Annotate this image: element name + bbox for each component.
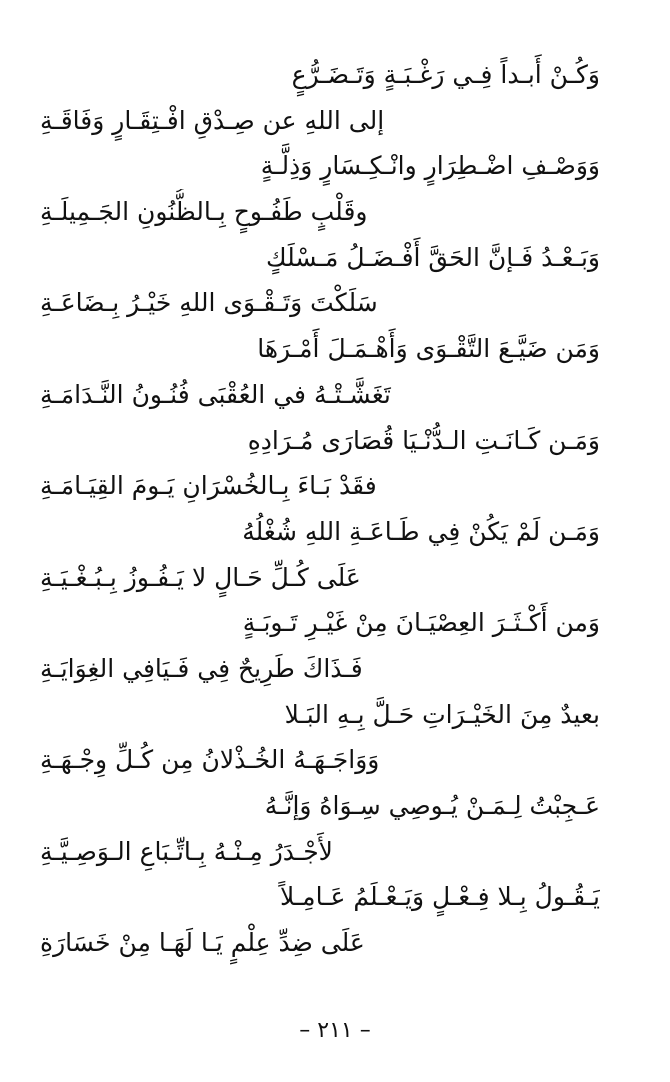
page-number: – ٢١١ – <box>299 1018 371 1043</box>
verse-line: عَلَى ضِدِّ عِلْمٍ يَـا لَهَـا مِنْ خَسَارَةِ <box>40 928 365 958</box>
verse-line: تَغَشَّـتْـهُ في العُقْبَى فُنُـونُ النَّـدَامَـةِ <box>40 379 391 409</box>
verse-line: وَمن أَكْـثَـرَ العِصْيَـانَ مِنْ غَيْـرِ تَـوبَـةٍ <box>242 608 600 638</box>
verse-line: يَـقُـولُ بِـلا فِـعْـلٍ وَيَـعْـلَمُ عَـامِـلاً <box>279 882 600 912</box>
poem <box>40 52 600 966</box>
verse-line: فَـذَاكَ طَرِيحٌ فِي فَـيَافِي الغِوَايَـةِ <box>40 653 363 683</box>
verse-line: عَـجِبْتُ لِـمَـنْ يُـوصِي سِـوَاهُ وَإنَّـهُ <box>264 791 600 820</box>
verse-line: وَمَـن لَمْ يَكُنْ فِي طَـاعَـةِ اللهِ شُغْلُهُ <box>242 516 600 546</box>
verse-line: وَوَصْـفِ اضْـطِرَارٍ وانْـكِـسَارٍ وَذِلَّـةٍ <box>260 151 600 181</box>
verse-line: وقَلْبٍ طَفُـوحٍ بِـالظُّنُونِ الجَـمِيلَـةِ <box>40 197 368 227</box>
verse-line: وَمَـن كَـانَـتِ الـدُّنْـيَا قُصَارَى مُـرَادِهِ <box>247 425 600 455</box>
verse-line: وَبَـعْـدُ فَـإنَّ الحَقَّ أَفْـضَـلُ مَـسْلَكٍ <box>266 242 600 272</box>
verse-line: وَكُـنْ أَبـداً فِـي رَغْـبَـةٍ وَتَـضَـرُّعٍ <box>291 60 600 89</box>
verse-line: سَلَكْتَ وَتَـقْـوَى اللهِ خَيْـرُ بِـضَاعَـةِ <box>40 288 378 318</box>
verse-line: لأَجْـدَرُ مِـنْـهُ بِـاتِّـبَاعِ الـوَصِـيَّـةِ <box>40 836 333 866</box>
verse-line: عَلَى كُـلِّ حَـالٍ لا يَـفُـوزُ بِـبُـغْـيَـةِ <box>40 562 361 592</box>
verse-line: فقَدْ بَـاءَ بِـالخُسْرَانِ يَـومَ القِيَـامَـةِ <box>40 471 377 501</box>
verse-line: وَمَن ضَيَّـعَ التَّقْـوَى وَأَهْـمَـلَ أَمْـرَهَا <box>257 334 600 364</box>
verse-line: إلى اللهِ عن صِـدْقِ افْـتِقَـارٍ وَفَاقَـةِ <box>40 105 385 135</box>
verse-line: وَوَاجَـهَـهُ الخُـذْلانُ مِن كُـلِّ وِجْـهَـةِ <box>40 745 380 775</box>
verse-line: بعيدٌ مِنَ الخَيْـرَاتِ حَـلَّ بِـهِ البَـلا <box>284 699 600 729</box>
